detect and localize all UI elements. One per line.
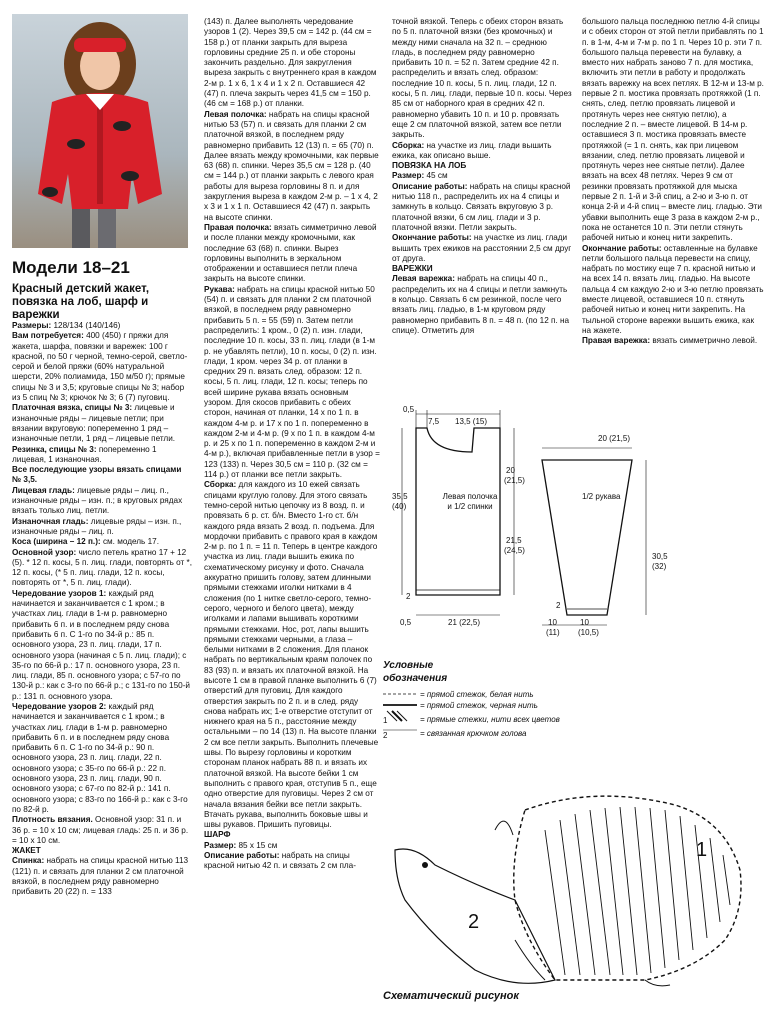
legend-symbols xyxy=(383,689,423,739)
col1-paragraph-heading: Спинка: xyxy=(12,856,47,866)
child-in-red-jacket-image xyxy=(12,14,188,248)
col3-paragraph-text: на участке из лиц. глади вышить трех ежиков на расстоянии 2,5 см друг от друга. xyxy=(392,233,572,263)
col2-paragraph xyxy=(204,830,380,840)
col1-paragraph-heading: Чередование узоров 2: xyxy=(12,701,109,711)
col1-paragraph-text: см. модель 17. xyxy=(102,537,159,547)
dim-side: 21,5 xyxy=(506,536,522,545)
legend-item-all: = прямые стежки, нити всех цветов xyxy=(420,715,560,724)
col1-paragraph-text: каждый ряд начинается и заканчивается с 1 кром.; в участках лиц. глади в 1-м р. равномерно прибавить 6 п. и в последнем ряду снова прибавить 6 п. С 1-го по 34-й р.: 90 п. основного узора, 23 п. лиц. глади, 22 п. основного узора; с 35-го по 66-й р.: 22 п. основного узора, 23 п. лиц. глади, 90 п. основного узора; с 67-го по 82-й р.: 141 п. основного узора; с 83-го по 166-й р.: как с 3-го по 82-й р. xyxy=(12,701,188,814)
col3-paragraph-text: точной вязкой. Теперь с обеих сторон вязать по 5 п. платочной вязки (без кромочных) и между ними сначала на 32 п. – среднюю гладь, в последнем ряду равномерно прибавить 10 п. = 52 п. Затем средние 42 п. распределить и вязать след. образом: последние 10 п. косы, 5 п. лиц. глади, 12 п. косы, 5 п. лиц. глади, первые 10 п. косы. Через 85 см от наборного края в средних 42 п. равномерно убавить 10 п. и 10 р. провязать еще 2 см платочной вязкой, затем все петли закрыть. xyxy=(392,17,572,140)
dim-sleeve-length-alt: (32) xyxy=(652,562,667,571)
col2-paragraph xyxy=(204,841,380,851)
col1-paragraph-text: 128/134 (140/146) xyxy=(53,321,121,330)
col1-paragraph-text: 400 (450) г пряжи для жакета, шарфа, повязки и варежек: 100 г красной, по 50 г черной, темно-серой, светло-серой и белой пряжи (60% натуральной шерсти, 20% полиамида, 150 м/50 г); прямые спицы № 3 и 3,5; круговые спицы № 3; набор из 5 спиц № 3; крючок № 3; 6 (7) пуговиц. xyxy=(12,331,188,403)
col1-paragraph xyxy=(12,548,192,589)
col3-paragraph xyxy=(392,233,572,264)
col1-paragraph-heading: Изнаночная гладь: xyxy=(12,516,91,526)
col1-paragraph xyxy=(12,815,192,846)
dim-sleeve-bottom-2-alt: (10,5) xyxy=(578,628,599,637)
col3-paragraph xyxy=(392,274,572,336)
col2-paragraph-text: набрать на спицы красной нитью 53 (57) п. и связать для планки 2 см платочной вязкой, в последнем ряду равномерно прибавить 12 (13) п. = 65 (70) п. Далее вязать между кромочными, как первые 63 (68) п. спинки. Через 35,5 см = 128 р. (40 см = 144 р.) от планки закрыть с левого края работы для выреза горловины 8 п. и для закругления выреза в каждом 2-м р. – 1 х 4, 2 х 3 и 1 х 1 п. Оставшиеся 42 (47) п. закрыть на высоте спинки. xyxy=(204,109,379,222)
col2-paragraph xyxy=(204,851,380,872)
col4-paragraph xyxy=(582,17,764,244)
page-subtitle: Красный детский жакет, повязка на лоб, шарф и варежки xyxy=(12,283,150,321)
col1-paragraph xyxy=(12,445,192,466)
col1-paragraph xyxy=(12,702,192,815)
col2-paragraph-heading: Рукава: xyxy=(204,284,238,294)
dim-neck-width: 7,5 xyxy=(428,417,440,426)
col4-paragraph-heading: Правая варежка: xyxy=(582,336,653,346)
col2-paragraph-heading: Правая полочка: xyxy=(204,222,275,232)
col1-paragraph-heading: Основной узор: xyxy=(12,547,79,557)
col1-paragraph-heading: ЖАКЕТ xyxy=(12,846,41,856)
legend-mark-1: 1 xyxy=(383,716,388,725)
col4-paragraph xyxy=(582,336,764,346)
dim-bottom-width: 21 (22,5) xyxy=(448,618,481,627)
col1-paragraph-heading: Коса (ширина – 12 п.): xyxy=(12,537,103,547)
col2-paragraph-text: набрать на спицы красной нитью 42 п. и связать 2 см пла- xyxy=(204,851,356,871)
scheme-caption: Схематический рисунок xyxy=(383,990,519,1002)
text-column-2 xyxy=(204,17,380,1007)
col1-paragraph-heading: Плотность вязания. xyxy=(12,815,96,825)
dim-sleeve-length: 30,5 xyxy=(652,552,668,561)
col1-paragraph-heading: Вам потребуется: xyxy=(12,331,87,341)
col1-paragraph-heading: Платочная вязка, спицы № 3: xyxy=(12,403,135,413)
col3-paragraph-heading: ПОВЯЗКА НА ЛОБ xyxy=(392,161,467,171)
col3-paragraph-text: набрать на спицы красной нитью 118 п., распределить их на 4 спицы и замкнуть в кольцо. Связать вкруговую 3 р. платочной вязки, 6 см лиц. глади и 3 р. платочной вязки. Петли закрыть. xyxy=(392,181,571,232)
col1-paragraph xyxy=(12,537,192,547)
col3-paragraph xyxy=(392,264,572,274)
col1-paragraph xyxy=(12,517,192,538)
col1-paragraph xyxy=(12,589,192,702)
col4-paragraph-text: вязать симметрично левой. xyxy=(652,336,758,346)
col2-paragraph-heading: Описание работы: xyxy=(204,851,282,861)
col2-paragraph-text: для каждого из 10 ежей связать спицами круглую голову. Для этого связать темно-серой нитью цепочку из 8 возд. п. и провязать 6 р. ст. б/н. Вместо 1-го ст. б/н каждого ряда вязать 2 возд. п. подъема. Для мордочки прибавить с правого края в каждом 2-м р. по 1 п. = 11 п. Теперь в центре каждого участка из лиц. глади вышить ежика по схематическому рисунку и фото. Сначала аккуратно пришить голову, затем длинными прямыми стежками иголки нитками в 4 сложения (по 1 нитке светло-серого, темно-серого, черного и белого цвета), между иголками и лапами вышивать короткими прямыми стежками. Нос, рот, лапы вышить прямыми стежками черными, а глаза – белыми нитками в 2 сложения. Для планок набрать по вертикальным краям полочек по 83 (93) п. и вязать их платочной вязкой. На высоте 1 см в правой планке выполнить 6 (7) отверстий для пуговиц. Для каждого отверстия закрыть по 2 п. и в след. ряду снова набрать их; 1-е отверстие отступит от нижнего края на 5 п., расстояние между остальными – по 14 (13) п. На высоте планки 2 см все петли закрыть. Выполнить плечевые швы. По вырезу горловины и коротким сторонам планок набрать 88 п. и вязать их платочной вязкой. На высоте бейки 1 см выполнить с правого края, отступив 5 п., еще одно отверстие для пуговицы. Через 2 см от начала вязания бейки все петли закрыть. Втачать рукава, выполнить боковые швы и швы рукавов. Пришить пуговицы. xyxy=(204,480,379,830)
col2-paragraph-text: набрать на спицы красной нитью 50 (54) п. и связать для планки 2 см платочной вязкой, в последнем ряду равномерно прибавить 5 п. = 55 (59) п. Затем петли распределить: 1 кром., 0 (2) п. изн. глади, последние 10 п. косы, 33 п. лиц. глади (в 1-м р. не убавлять петли), 10 п. косы, 0 (2) п. изн. глади, 1 кром. через 34 р. от планки в средних 29 п. вязать след. образом: 12 п. косы, 5 п. лиц. глади, 12 п. косы; теперь по всей ширине рукава вязать основным узором. Для скосов прибавить с обеих сторон, начиная от планки, 14 х по 1 п. в каждом 4-м р. и 17 х по 1 п. попеременно в каждом 2-м и 4-м р. (9 х по 1 п. в каждом 4-м р. и 25 х по 1 п. попеременно в каждом 2-м и 4-м р.), включая прибавленные петли в узор = 123 (133) п. Через 30,5 см = 110 р. (32 см = 114 р.) от планки все петли закрыть. xyxy=(204,284,380,480)
col2-paragraph-heading: Левая полочка: xyxy=(204,109,269,119)
text-column-1 xyxy=(12,321,192,1011)
col2-paragraph-text: 85 х 15 см xyxy=(238,840,278,850)
col1-paragraph-text: число петель кратно 17 + 12 (5). * 12 п. косы, 5 п. лиц. глади, повторять от *, 12 п. косы, (* 5 п. лиц. глади, 12 п. косы, повторять от *, 5 п. лиц. глади). xyxy=(12,547,192,588)
legend-item-head: = связанная крючком голова xyxy=(420,729,527,738)
col3-paragraph-text: на участке из лиц. глади вышить ежика, как описано выше. xyxy=(392,140,552,160)
dim-sleeve-bottom: 10 xyxy=(548,618,557,627)
col1-paragraph xyxy=(12,331,192,403)
col1-paragraph-text: лицевые ряды – лиц. п., изнаночные ряды – изн. п.; в круговых рядах вязать только лиц. петли. xyxy=(12,485,183,516)
col2-paragraph-text: (143) п. Далее выполнять чередование узоров 1 (2). Через 39,5 см = 142 р. (44 см = 158 р.) от планки закрыть для выреза горловины средние 25 п. и обе стороны закончить раздельно. Для закругления выреза закрыть с внутреннего края в каждом 2-м р. 1 х 6, 1 х 4 и 1 х 2 п. Оставшиеся 42 (47) п. плеча закрыть через 41,5 см = 150 р. (46 см = 168 р.) от планки. xyxy=(204,17,377,109)
col3-paragraph-heading: Левая варежка: xyxy=(392,274,458,284)
text-column-3 xyxy=(392,17,572,335)
col4-paragraph-text: оставленные на булавке петли большого пальца перевести на спицу, набрать по мостику еще 7 п. красной нитью и на всех 14 п. вязать лиц. гладью. На высоте пальца 4 см каждую 2-ю и 3-ю петлю провязать вместе лицевой, оставшиеся 10 п. стянуть рабочей нитью и конец нити закрепить. На тыльной стороне варежки вышить ежика, как на жакете. xyxy=(582,243,764,335)
col3-paragraph-heading: Сборка: xyxy=(392,140,427,150)
legend-title: Условные xyxy=(383,660,434,671)
col1-paragraph-heading: Лицевая гладь: xyxy=(12,485,78,495)
col1-paragraph-text: каждый ряд начинается и заканчивается с 1 кром.; в участках лиц. глади в 1-м р. равномерно прибавить 6 п. и в последнем ряду снова прибавить 6 п. С 1-го по 34-й р.: 85 п. основного узора, 23 п. лиц. глади, 17 п. основного узора (начиная с 5 п. лиц. глади); с 35-го по 66-й р.: 17 п. основного узора, 23 п. лиц. глади, 85 п. основного узора; с 57-го по 130-й р.: как с 3-го по 66-й р.; с 131-го по 150-й р.: 131 п. основного узора. xyxy=(12,588,191,701)
dim-sleeve-band: 2 xyxy=(556,601,561,610)
col2-paragraph xyxy=(204,110,380,223)
col2-paragraph xyxy=(204,285,380,481)
col4-paragraph-heading: Окончание работы: xyxy=(582,243,664,253)
dim-armhole: 20 xyxy=(506,466,515,475)
col1-paragraph-text: набрать на спицы красной нитью 113 (121) п. и связать для планки 2 см платочной вязкой, в последнем ряду равномерно прибавить 20 (22) п. = 133 xyxy=(12,856,189,897)
dim-side-alt: (24,5) xyxy=(504,546,525,555)
dim-sleeve-top: 20 (21,5) xyxy=(598,434,631,443)
product-photo xyxy=(12,14,188,248)
col1-paragraph-heading: Все последующие узоры вязать спицами № 3,5. xyxy=(12,465,182,485)
col1-paragraph-text: лицевые ряды – изн. п., изнаночные ряды – лиц. п. xyxy=(12,516,182,536)
col1-paragraph xyxy=(12,403,192,444)
col4-paragraph xyxy=(582,244,764,337)
col1-paragraph xyxy=(12,846,192,856)
col1-paragraph-heading: Резинка, спицы № 3: xyxy=(12,444,99,454)
col1-paragraph xyxy=(12,486,192,517)
dim-sleeve-bottom-alt: (11) xyxy=(546,628,560,637)
text-column-4 xyxy=(582,17,764,437)
col1-paragraph xyxy=(12,856,192,897)
front-piece-label-2: и 1/2 спинки xyxy=(447,502,493,511)
col1-paragraph-text: лицевые и изнаночные ряды – лицевые петли; при вязании вкруговую: попеременно 1 ряд – изнаночные петли, 1 ряд – лицевые петли. xyxy=(12,403,176,444)
col3-paragraph xyxy=(392,161,572,171)
col1-paragraph-text: Основной узор: 31 п. и 36 р. = 10 х 10 см; лицевая гладь: 25 п. и 36 р. = 10 х 10 см. xyxy=(12,815,189,845)
col2-paragraph-heading: Размер: xyxy=(204,840,239,850)
col1-paragraph-text: попеременно 1 лицевая, 1 изнаночная. xyxy=(12,444,157,464)
col3-paragraph xyxy=(392,141,572,162)
col3-paragraph-heading: Размер: xyxy=(392,171,427,181)
sleeve-label: 1/2 рукава xyxy=(582,492,621,501)
legend-item-white: = прямой стежок, белая нить xyxy=(420,690,534,699)
col3-paragraph xyxy=(392,171,572,181)
dim-shoulder-width: 13,5 (15) xyxy=(455,417,488,426)
dim-top-left: 0,5 xyxy=(403,405,415,414)
col3-paragraph-heading: ВАРЕЖКИ xyxy=(392,264,433,274)
col3-paragraph-heading: Описание работы: xyxy=(392,181,470,191)
col3-paragraph xyxy=(392,182,572,233)
hedgehog-scheme xyxy=(395,790,765,990)
front-piece-outline xyxy=(416,428,500,595)
col2-paragraph-heading: Сборка: xyxy=(204,480,239,490)
scheme-label-2: 2 xyxy=(468,911,480,933)
dim-armhole-alt: (21,5) xyxy=(504,476,525,485)
col3-paragraph-text: 45 см xyxy=(426,171,448,181)
front-piece-label: Левая полочка xyxy=(442,492,498,501)
col1-paragraph-heading: Размеры: xyxy=(12,321,54,330)
legend-item-black: = прямой стежок, черная нить xyxy=(420,701,538,710)
col2-paragraph xyxy=(204,17,380,110)
col1-paragraph-heading: Чередование узоров 1: xyxy=(12,588,109,598)
dim-band: 2 xyxy=(406,592,411,601)
dim-sleeve-bottom-2: 10 xyxy=(580,618,589,627)
page-title: Модели 18–21 xyxy=(12,258,130,277)
col2-paragraph-heading: ШАРФ xyxy=(204,830,231,840)
dim-height: 35,5 xyxy=(392,492,408,501)
col3-paragraph-text: набрать на спицы 40 п., распределить их на 4 спицы и петли замкнуть в кольцо. Связать 6 см резинкой, после чего вязать лиц. гладью, в 1-м круговом ряду равномерно прибавить 8 п. = 48 п. (по 12 п. на спице). Отметить для xyxy=(392,274,570,335)
col1-paragraph xyxy=(12,465,192,486)
col1-paragraph xyxy=(12,321,192,331)
col2-paragraph xyxy=(204,223,380,285)
scheme-label-1: 1 xyxy=(696,839,708,861)
col3-paragraph-heading: Окончание работы: xyxy=(392,233,474,243)
col4-paragraph-text: большого пальца последнюю петлю 4-й спицы и с обеих сторон от этой петли прибавлять по 1 п. в 1-м, 4-м и 7-м р. по 1 п. Через 10 р. эти 7 п. большого пальца перевести на булавку, а вместо них набрать заново 7 п. для мостика, включить эти петли в работу и продолжать вязать варежку на всех петлях. В 12-м и 13-м р. первые 2 п. мостика провязать протяжкой (1 п. снять, след. петлю провязать лицевой и протянуть через нее снятую петлю), а последние 2 п. – вместе лицевой. В 14-м р. оставшиеся 3 п. мостика провязать вместе протяжкой (= 1 п. снять, как при лицевом вязании, след. петлю провязать лицевой и протянуть через нее снятые петли). Далее вязать на всех 48 петлях. Через 9 см от резинки провязать протяжкой для мыска первые 2 п. 1-й и 3-й спиц, а 2-ю и 3-ю п. от конца 2-й и 4-й спиц – вместе лиц. гладью. Эти убавки выполнить еще 3 раза в каждом 2-м р., пока не останется 10 п. Эти петли стянуть рабочей нитью и конец нити закрепить. xyxy=(582,17,764,243)
legend-title-2: обозначения xyxy=(383,673,448,684)
col3-paragraph xyxy=(392,17,572,141)
sleeve-piece-outline xyxy=(542,460,632,615)
dim-height-alt: (40) xyxy=(392,502,407,511)
dim-bottom-left: 0,5 xyxy=(400,618,412,627)
col2-paragraph xyxy=(204,480,380,830)
col2-paragraph-text: вязать симметрично левой и после планки между кромочными, как последние 63 (68) п. спинки. Вырез горловины выполнить в зеркальном отображении и оставшиеся петли плеча закрыть на высоте спинки. xyxy=(204,222,377,284)
legend-mark-2: 2 xyxy=(383,731,388,740)
